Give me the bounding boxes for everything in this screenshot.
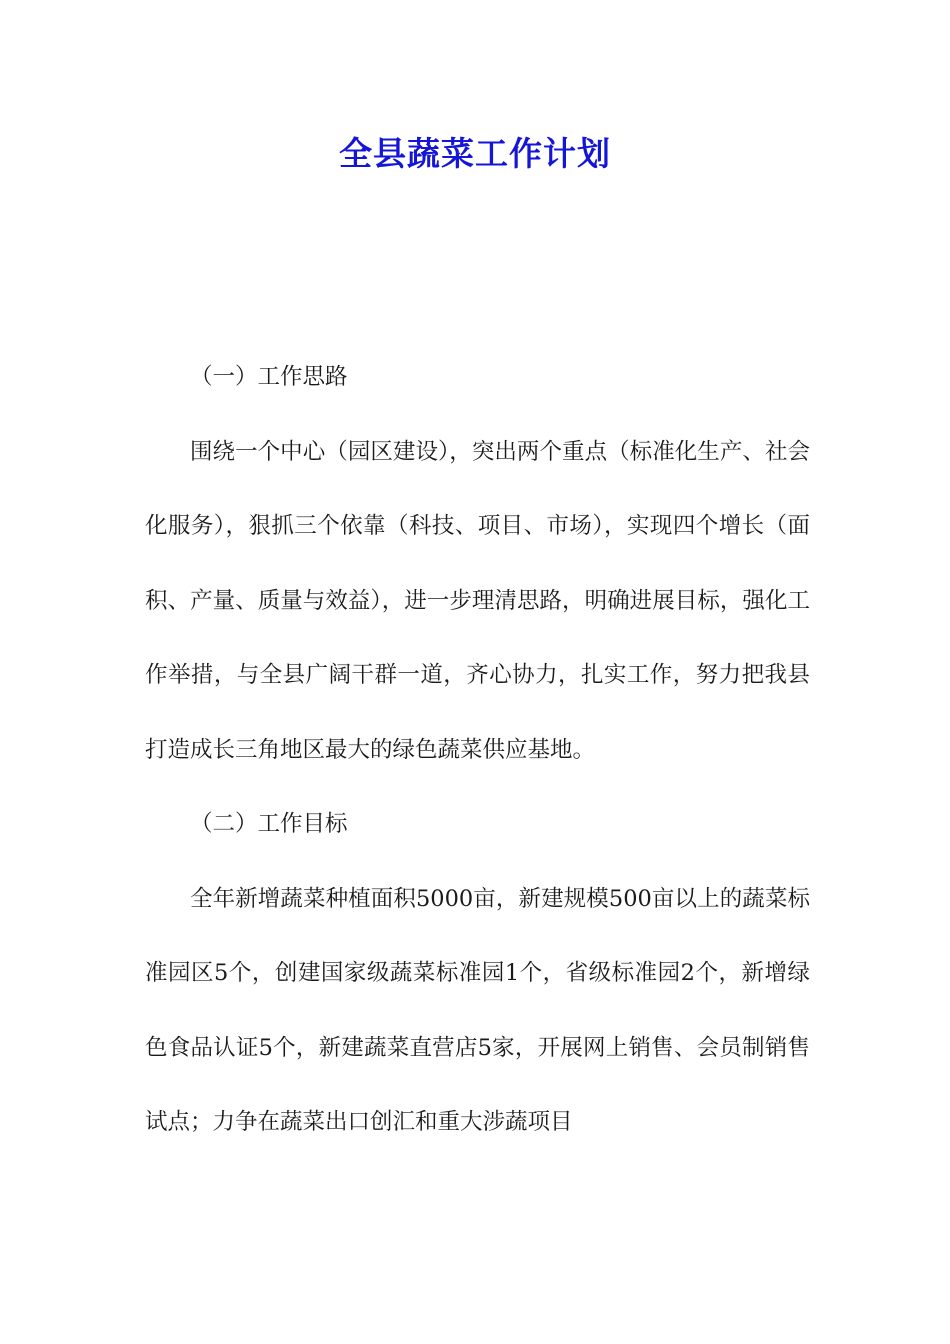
document-title: 全县蔬菜工作计划 — [339, 134, 611, 173]
section-heading-work-goal: （二）工作目标 — [190, 811, 348, 837]
section-paragraph-work-goal: 全年新增蔬菜种植面积5000亩，新建规模500亩以上的蔬菜标准园区5个，创建国家级蔬菜标准园1个，省级标准园2个，新增绿色食品认证5个，新建蔬菜直营店5家，开展网上销售、会员制销售试点；力争在蔬菜出口创汇和重大涉蔬项目 — [145, 885, 810, 1135]
document-body — [145, 340, 810, 1160]
section-paragraph-work-idea: 围绕一个中心（园区建设），突出两个重点（标准化生产、社会化服务），狠抓三个依靠（科技、项目、市场），实现四个增长（面积、产量、质量与效益），进一步理清思路，明确进展目标，强化工作举措，与全县广阔干群一道，齐心协力，扎实工作，努力把我县打造成长三角地区最大的绿色蔬菜供应基地。 — [145, 438, 810, 763]
section-heading-work-idea: （一）工作思路 — [190, 364, 348, 390]
